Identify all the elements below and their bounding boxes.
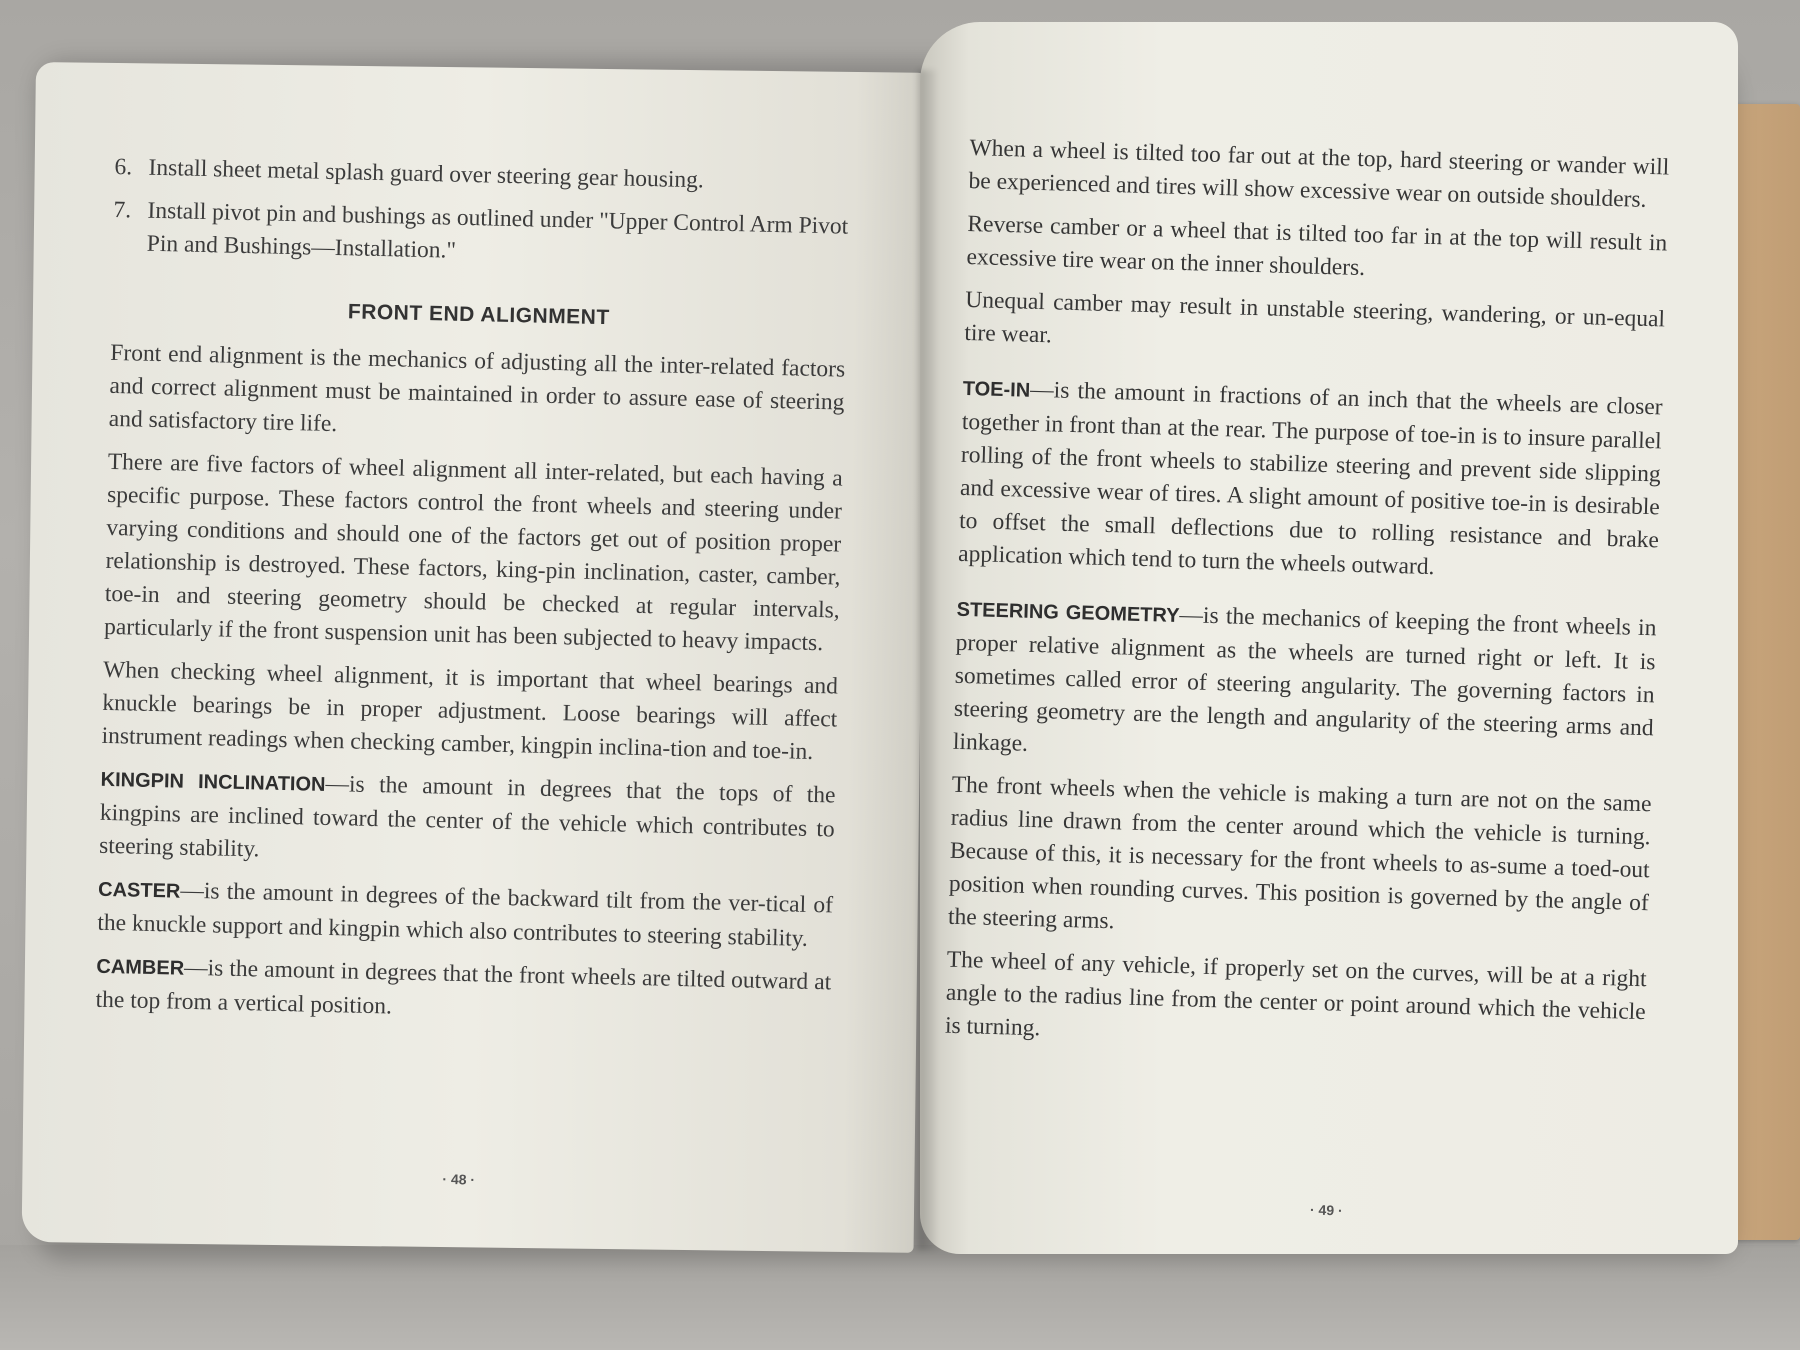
right-page xyxy=(920,22,1738,1254)
definition-text: —is the amount in degrees that the tops of the kingpins are inclined toward the center of the vehicle which contributes to steering stability. xyxy=(98,770,836,863)
definition-text: —is the amount in degrees that the front wheels are tilted outward at the top from a vertical position. xyxy=(95,954,832,1020)
paragraph: Unequal camber may result in unstable steering, wandering, or un-equal tire wear. xyxy=(964,286,1666,349)
tabletop xyxy=(0,1245,1800,1350)
page-number: · 48 · xyxy=(442,1170,476,1188)
paragraph: There are five factors of wheel alignment all inter-related, but each having a specific purpose. These factors control the front wheels and steering under varying conditions and should one of the factors get out of position proper relationship is destroyed. These factors, king-pin inclination, caster, camber, toe-in and steering geometry should be checked at regular intervals, particularly if the front suspension unit has been subjected to heavy impacts. xyxy=(103,448,843,657)
paragraph: The front wheels when the vehicle is making a turn are not on the same radius line drawn from the center around which the vehicle is turning. Because of this, it is necessary for the front wheels to as-sume a toed-out position when rounding curves. This position is governed by the angle of the steering arms. xyxy=(947,771,1652,935)
definition-kingpin-inclination xyxy=(99,763,836,880)
definition-text: —is the amount in fractions of an inch that the wheels are closer together in front than at the rear. The purpose of toe-in is to insure parallel rolling of the front wheels to stabilize steering and prevent side slipping and excessive wear of tires. A slight amount of positive toe-in is desirable to offset the small deflections due to rolling resistance and brake application which tend to turn the wheels outward. xyxy=(957,376,1663,581)
list-item xyxy=(114,151,850,201)
list-text: Install sheet metal splash guard over steering gear housing. xyxy=(148,154,705,194)
definition-term: CAMBER xyxy=(96,955,185,980)
definition-term: STEERING GEOMETRY xyxy=(956,598,1180,628)
definition-steering-geometry xyxy=(952,593,1656,778)
list-item xyxy=(112,194,848,277)
list-number: 7. xyxy=(113,196,132,224)
section-heading: FRONT END ALIGNMENT xyxy=(347,300,610,330)
definition-toe-in xyxy=(958,372,1663,590)
definition-caster xyxy=(97,873,833,957)
paragraph: Front end alignment is the mechanics of adjusting all the inter-related factors and correct alignment must be maintained in order to assure ease of steering and satisfactory tire life. xyxy=(108,339,846,438)
page-number: · 49 · xyxy=(1309,1201,1343,1219)
book-gutter xyxy=(918,70,936,1250)
right-page-content xyxy=(944,132,1669,1072)
paragraph: When checking wheel alignment, it is important that wheel bearings and knuckle bearings be in proper adjustment. Loose bearings will affect instrument readings when checking camber, kingpin inclina-tion and toe-in. xyxy=(101,656,839,765)
paragraph: The wheel of any vehicle, if properly set on the curves, will be at a right angle to the radius line from the center or point around which the vehicle is turning. xyxy=(944,946,1647,1042)
definition-term: KINGPIN INCLINATION xyxy=(100,768,326,796)
list-text: Install pivot pin and bushings as outlined under "Upper Control Arm Pivot Pin and Bushings—Installation." xyxy=(146,197,849,264)
definition-term: CASTER xyxy=(97,878,181,903)
definition-term: TOE-IN xyxy=(962,377,1031,402)
paragraph: Reverse camber or a wheel that is tilted too far in at the top will result in excessive tire wear on the inner shoulders. xyxy=(966,210,1668,282)
definition-camber xyxy=(95,950,831,1034)
left-page xyxy=(22,62,928,1253)
list-number: 6. xyxy=(114,153,133,181)
definition-text: —is the mechanics of keeping the front wheels in proper relative alignment as the wheels are turned right or left. It is sometimes called error of steering angularity. The governing factors in steering geometry are the length and angularity of the steering arms and linkage. xyxy=(952,602,1657,757)
paragraph: When a wheel is tilted too far out at the top, hard steering or wander will be experienced and tires will show excessive wear on outside shoulders. xyxy=(968,134,1670,213)
definition-text: —is the amount in degrees of the backward tilt from the ver-tical of the knuckle support and kingpin which also contributes to steering stability. xyxy=(97,877,834,952)
left-page-content xyxy=(95,151,850,1043)
